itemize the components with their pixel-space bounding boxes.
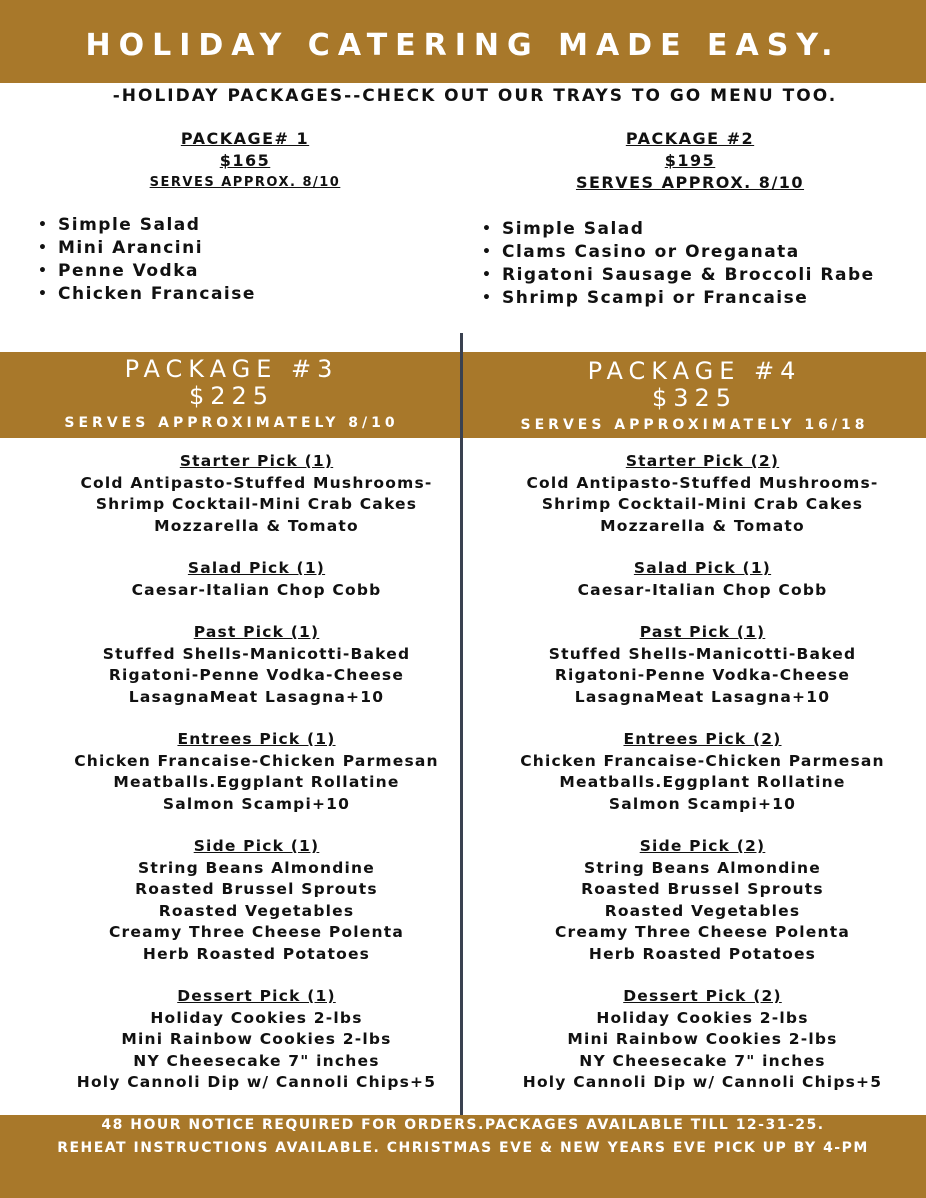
- package-2-header: [560, 128, 820, 194]
- menu-item: Roasted Brussel Sprouts: [135, 880, 378, 898]
- package-1-header: [125, 128, 365, 194]
- package-1-serves: SERVES APPROX. 8/10: [149, 175, 341, 190]
- section-heading: Salad Pick (1): [187, 559, 326, 577]
- menu-section: [25, 729, 488, 815]
- menu-item: Herb Roasted Potatoes: [142, 944, 371, 963]
- package-2-price: $195: [664, 151, 716, 170]
- page-title: HOLIDAY CATERING MADE EASY.: [85, 28, 841, 63]
- menu-item: String Beans Almondine: [584, 858, 821, 877]
- menu-item: LasagnaMeat Lasagna+10: [128, 687, 385, 706]
- package-3-menu: [25, 451, 488, 1115]
- menu-item: Herb Roasted Potatoes: [588, 944, 817, 963]
- menu-item: Mozzarella & Tomato: [600, 516, 805, 535]
- menu-item: Rigatoni-Penne Vodka-Cheese: [554, 666, 851, 684]
- menu-item: LasagnaMeat Lasagna+10: [574, 687, 831, 706]
- menu-section: [471, 622, 926, 708]
- menu-item: Salmon Scampi+10: [608, 794, 797, 813]
- menu-item: Holy Cannoli Dip w/ Cannoli Chips+5: [76, 1073, 437, 1091]
- footer-line-1: 48 HOUR NOTICE REQUIRED FOR ORDERS.PACKAGES AVAILABLE TILL 12-31-25.: [101, 1117, 825, 1133]
- package-1-name: PACKAGE# 1: [180, 129, 310, 148]
- menu-section: [471, 836, 926, 965]
- menu-section: [471, 986, 926, 1094]
- menu-item: Mini Rainbow Cookies 2-lbs: [567, 1030, 838, 1048]
- menu-item: Chicken Francaise-Chicken Parmesan: [74, 751, 439, 770]
- menu-section: [25, 622, 488, 708]
- menu-item: Rigatoni-Penne Vodka-Cheese: [108, 666, 405, 684]
- package-1-price: $165: [219, 151, 271, 170]
- package-2-serves: SERVES APPROX. 8/10: [575, 173, 805, 192]
- menu-item: Holiday Cookies 2-lbs: [150, 1008, 363, 1027]
- list-item: • Simple Salad: [482, 218, 875, 241]
- section-heading: Starter Pick (1): [179, 452, 334, 470]
- section-heading: Starter Pick (2): [625, 452, 780, 470]
- footer-line-2: REHEAT INSTRUCTIONS AVAILABLE. CHRISTMAS EVE & NEW YEARS EVE PICK UP BY 4-PM: [57, 1140, 869, 1156]
- menu-section: [471, 451, 926, 537]
- package-2-name: PACKAGE #2: [625, 129, 755, 148]
- menu-item: NY Cheesecake 7" inches: [133, 1051, 380, 1070]
- menu-item: Cold Antipasto-Stuffed Mushrooms-: [80, 473, 433, 492]
- package-4-header: [463, 357, 926, 433]
- menu-item: Cold Antipasto-Stuffed Mushrooms-: [526, 473, 879, 492]
- menu-item: Stuffed Shells-Manicotti-Baked: [548, 644, 857, 663]
- package-4-name: PACKAGE #4: [587, 357, 802, 385]
- section-heading: Past Pick (1): [193, 623, 320, 641]
- menu-item: Shrimp Cocktail-Mini Crab Cakes: [95, 495, 418, 513]
- menu-section: [25, 451, 488, 537]
- menu-section: [25, 836, 488, 965]
- footer-band: [0, 1115, 926, 1198]
- menu-item: Meatballs.Eggplant Rollatine: [113, 773, 400, 791]
- package-3-name: PACKAGE #3: [124, 355, 339, 383]
- menu-section: [471, 729, 926, 815]
- menu-item: Roasted Brussel Sprouts: [581, 880, 824, 898]
- section-heading: Dessert Pick (2): [623, 987, 782, 1005]
- menu-item: String Beans Almondine: [138, 858, 375, 877]
- menu-item: Mozzarella & Tomato: [154, 516, 359, 535]
- section-heading: Past Pick (1): [639, 623, 766, 641]
- package-4-serves: SERVES APPROXIMATELY 16/18: [520, 417, 869, 433]
- section-heading: Side Pick (1): [193, 837, 320, 855]
- menu-item: Stuffed Shells-Manicotti-Baked: [102, 644, 411, 663]
- menu-item: Creamy Three Cheese Polenta: [554, 923, 851, 941]
- package-4-price: $325: [651, 384, 738, 412]
- list-item: • Chicken Francaise: [38, 283, 256, 306]
- menu-item: Caesar-Italian Chop Cobb: [577, 580, 828, 599]
- package-3-header: [0, 355, 463, 431]
- menu-item: Creamy Three Cheese Polenta: [108, 923, 405, 941]
- section-heading: Entrees Pick (1): [177, 730, 336, 748]
- menu-item: NY Cheesecake 7" inches: [579, 1051, 826, 1070]
- section-heading: Side Pick (2): [639, 837, 766, 855]
- package-3-price: $225: [188, 382, 275, 410]
- menu-item: Mini Rainbow Cookies 2-lbs: [121, 1030, 392, 1048]
- menu-item: Roasted Vegetables: [158, 901, 355, 920]
- menu-item: Meatballs.Eggplant Rollatine: [559, 773, 846, 791]
- menu-item: Shrimp Cocktail-Mini Crab Cakes: [541, 495, 864, 513]
- package-4-menu: [471, 451, 926, 1115]
- list-item: • Rigatoni Sausage & Broccoli Rabe: [482, 264, 875, 287]
- menu-item: Roasted Vegetables: [604, 901, 801, 920]
- menu-item: Chicken Francaise-Chicken Parmesan: [520, 751, 885, 770]
- package-2-items: [482, 218, 875, 310]
- menu-item: Caesar-Italian Chop Cobb: [131, 580, 382, 599]
- section-heading: Salad Pick (1): [633, 559, 772, 577]
- section-heading: Dessert Pick (1): [177, 987, 336, 1005]
- menu-item: Holy Cannoli Dip w/ Cannoli Chips+5: [522, 1073, 883, 1091]
- list-item: • Mini Arancini: [38, 237, 256, 260]
- list-item: • Shrimp Scampi or Francaise: [482, 287, 875, 310]
- menu-item: Holiday Cookies 2-lbs: [596, 1008, 809, 1027]
- list-item: • Simple Salad: [38, 214, 256, 237]
- header-band: [0, 0, 926, 83]
- packages-band: [0, 352, 926, 438]
- page-subtitle: -HOLIDAY PACKAGES--CHECK OUT OUR TRAYS TO GO MENU TOO.: [112, 86, 838, 106]
- list-item: • Clams Casino or Oreganata: [482, 241, 875, 264]
- menu-section: [25, 986, 488, 1094]
- list-item: • Penne Vodka: [38, 260, 256, 283]
- package-1-items: [38, 214, 256, 306]
- package-3-serves: SERVES APPROXIMATELY 8/10: [64, 415, 399, 431]
- menu-section: [471, 558, 926, 601]
- menu-item: Salmon Scampi+10: [162, 794, 351, 813]
- menu-section: [25, 558, 488, 601]
- section-heading: Entrees Pick (2): [623, 730, 782, 748]
